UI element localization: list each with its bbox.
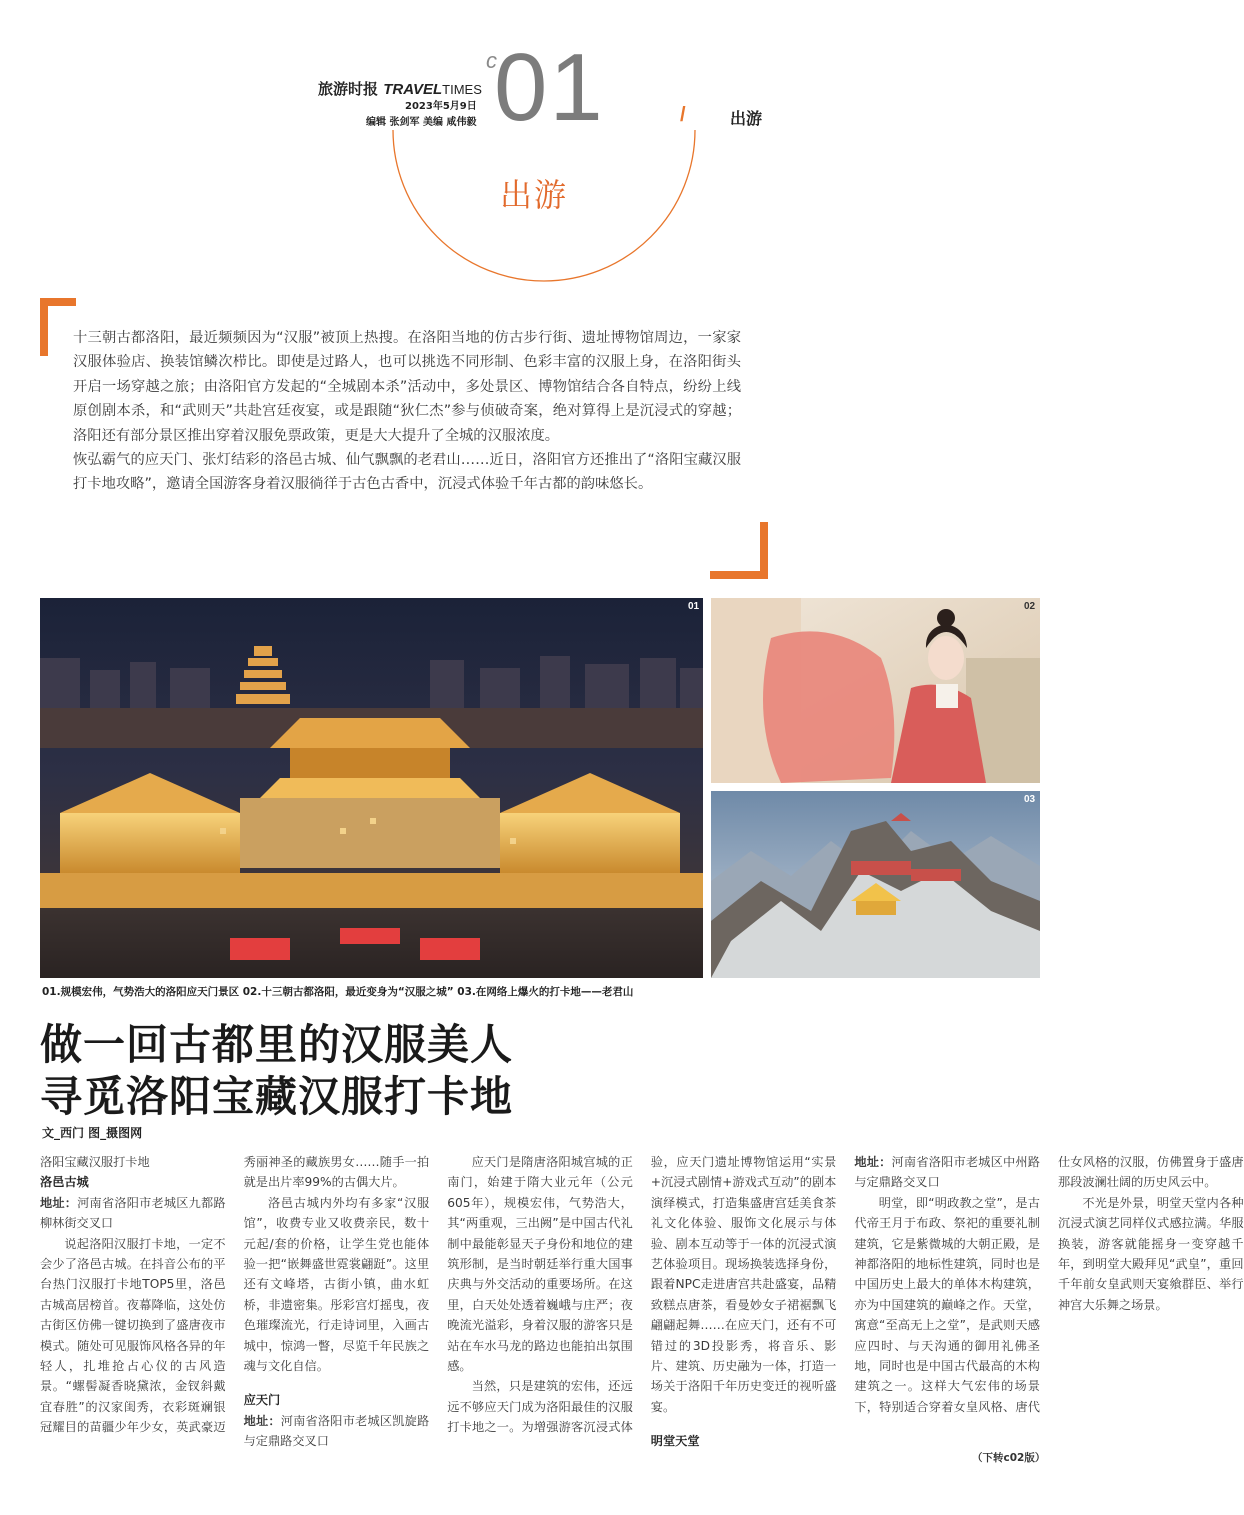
section-slash: / xyxy=(680,104,686,126)
address-label: 地址： xyxy=(40,1195,78,1210)
site-address-mingtang xyxy=(854,1152,1040,1193)
photo-number-3: 03 xyxy=(1024,794,1036,805)
intro-paragraph-1: 十三朝古都洛阳，最近频频因为“汉服”被顶上热搜。在洛阳当地的仿古步行街、遗址博物馆周边，一家家汉服体验店、换装馆鳞次栉比。即使是过路人，也可以挑选不同形制、色彩丰富的汉服上身，在洛阳街头开启一场穿越之旅；由洛阳官方发起的“全城剧本杀”活动中，多处景区、博物馆结合各自特点，纷纷上线原创剧本杀，和“武则天”共赴宫廷夜宴，或是跟随“狄仁杰”参与侦破奇案，绝对算得上是沉浸式的穿越；洛阳还有部分景区推出穿着汉服免票政策，更是大大提升了全城的汉服浓度。 xyxy=(73,330,741,444)
paragraph-yingtianmen-2: 当然，只是建筑的宏伟，还远远不够应天门成为洛阳最佳的汉服打卡地之一。为增强游客沉浸式体验，应天门遗址博物馆运用“实景+沉浸式剧情+游戏式互动”的剧本演绎模式，打造集盛唐宫廷美食茶礼文化体验、服饰文化展示与体验、剧本互动等于一体的沉浸式演艺体验项目。现场换装选择身份，跟着NPC走进唐宫共赴盛宴，品精致糕点唐茶，看曼妙女子裙裾飘飞翩翩起舞……在应天门，还有不可错过的3D投影秀，将音乐、影片、建筑、历史融为一体，打造一场关于洛阳千年历史变迁的视听盛宴。 xyxy=(447,1155,837,1435)
intro-text xyxy=(73,326,741,497)
section-title: 出游 xyxy=(500,176,569,214)
page-number: 01 xyxy=(494,34,605,141)
byline: 文_西门 图_摄图网 xyxy=(42,1126,143,1140)
article-body xyxy=(40,1152,1244,1452)
address-value: 河南省洛阳市老城区中州路与定鼎路交叉口 xyxy=(854,1155,1040,1190)
photo-number-2: 02 xyxy=(1024,601,1036,612)
photo-hanfu-woman xyxy=(711,598,1040,783)
headline-line-1: 做一回古都里的汉服美人 xyxy=(40,1020,514,1069)
continued-note: （下转c02版） xyxy=(972,1452,1046,1464)
edition-letter: c xyxy=(486,48,497,73)
masthead-paper-name xyxy=(318,78,482,99)
issue-date: 2023年5月9日 xyxy=(405,101,477,112)
photo-yingtianmen xyxy=(40,598,703,978)
address-label: 地址： xyxy=(854,1155,892,1169)
site-address-yingtianmen xyxy=(244,1411,430,1452)
headline-line-2: 寻觅洛阳宝藏汉服打卡地 xyxy=(40,1072,514,1121)
paragraph-luoyi-2: 洛邑古城内外均有多家“汉服馆”，收费专业又收费亲民，数十元起/套的价格，让学生党也能体验一把“嵌舞盛世霓裳翩跹”。这里还有文峰塔，古街小镇，曲水虹桥，非遗密集。彤彩宫灯摇曳，夜色璀璨流光，行走诗词里，入画古城中，惊鸿一瞥，尽览千年民族之魂与文化自信。 xyxy=(243,1195,430,1374)
address-value: 河南省洛阳市老城区九都路柳林街交叉口 xyxy=(40,1195,226,1231)
photo-caption: 01.规模宏伟，气势浩大的洛阳应天门景区 02.十三朝古都洛阳，最近变身为“汉服之城” 03.在网络上爆火的打卡地——老君山 xyxy=(42,986,634,998)
site-title-yingtianmen: 应天门 xyxy=(243,1393,281,1408)
photo-laojunshan xyxy=(711,791,1040,978)
section-label: 出游 xyxy=(730,109,763,128)
editor-credit: 编辑 张剑军 美编 咸伟毅 xyxy=(366,117,477,128)
paragraph-luoyi-1: 说起洛阳汉服打卡地，一定不会少了洛邑古城。在抖音公布的平台热门汉服打卡地TOP5里，洛邑古城高居榜首。夜幕降临，这处仿古街区仿佛一键切换到了盛唐夜市模式。随处可见服饰风格各异的年轻人，扎堆抢占心仪的古风造景。“螺髻凝香晓黛浓，金钗斜戴宜春胜”的汉家闺秀，衣彩斑斓银冠耀目的苗疆少年少女，英武豪迈秀丽神圣的藏族男女……随手一拍就是出片率99%的古偶大片。 xyxy=(40,1155,430,1435)
paper-name-cn: 旅游时报 xyxy=(318,80,379,98)
bracket-bottom-right xyxy=(710,522,770,582)
paper-name-en-bold: TRAVEL xyxy=(383,81,443,98)
address-label: 地址： xyxy=(243,1413,281,1428)
address-value: 河南省洛阳市老城区凯旋路与定鼎路交叉口 xyxy=(243,1413,430,1449)
paragraph-mingtang-1: 明堂，即“明政教之堂”，是古代帝王月于布政、祭祀的重要礼制建筑，它是紫微城的大朝正殿，是神都洛阳的地标性建筑，同时也是中国历史上最大的单体木构建筑，亦为中国建筑的巅峰之作。天堂，寓意“至高无上之堂”，是武则天感应四时、与天沟通的御用礼佛圣地，同时也是中国古代最高的木构建筑之一。这样大气宏伟的场景下，特别适合穿着女皇风格、唐代仕女风格的汉服，仿佛置身于盛唐那段波澜壮阔的历史风云中。 xyxy=(854,1155,1244,1414)
paragraph-mingtang-2: 不光是外景，明堂天堂内各种沉浸式演艺同样仪式感拉满。华服换装，游客就能摇身一变穿越千年，到明堂大殿拜见“武皇”，重回千年前女皇武则天宴飨群臣、举行神宫大乐舞之场景。 xyxy=(1057,1195,1244,1312)
article-section-heading: 洛阳宝藏汉服打卡地 xyxy=(40,1155,150,1169)
site-title-mingtang: 明堂天堂 xyxy=(650,1434,700,1449)
site-title-luoyi: 洛邑古城 xyxy=(40,1175,89,1190)
photo-number-1: 01 xyxy=(688,601,700,612)
intro-paragraph-2: 恢弘霸气的应天门、张灯结彩的洛邑古城、仙气飘飘的老君山……近日，洛阳官方还推出了“洛阳宝藏汉服打卡地攻略”，邀请全国游客身着汉服徜徉于古色古香中，沉浸式体验千年古都的韵味悠长。 xyxy=(73,452,741,493)
paper-name-en-light: TIMES xyxy=(442,82,482,97)
paragraph-yingtianmen-1: 应天门是隋唐洛阳城宫城的正南门，始建于隋大业元年（公元605年），规模宏伟，气势浩大，其“两重观，三出阙”是中国古代礼制中最能彰显天子身份和地位的建筑形制，是当时朝廷举行重大国事庆典与外交活动的重要场所。在这里，白天处处透着巍峨与庄严；夜晚流光溢彩，身着汉服的游客只是站在车水马龙的路边也能拍出氛围感。 xyxy=(447,1155,633,1374)
site-address-luoyi xyxy=(40,1193,226,1234)
